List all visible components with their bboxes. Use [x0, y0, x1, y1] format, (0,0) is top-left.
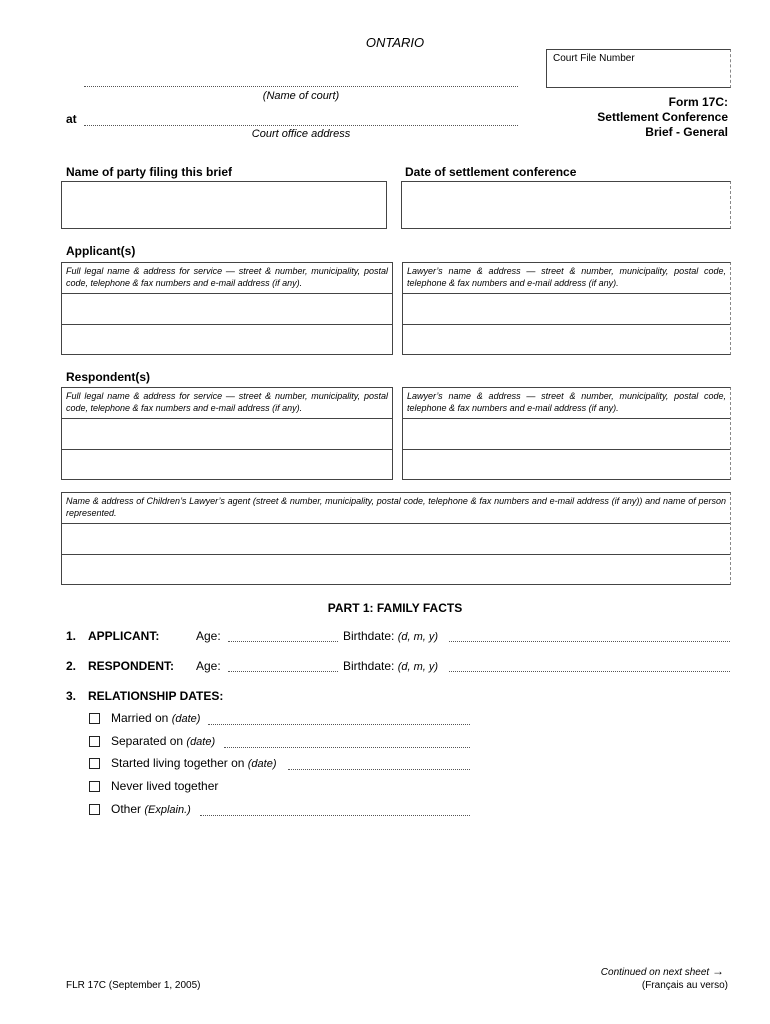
court-office-address-field[interactable]	[84, 125, 518, 126]
respondent-party-box[interactable]	[61, 387, 393, 480]
birthdate-hint: (d, m, y)	[397, 661, 439, 673]
name-of-court-caption: (Name of court)	[262, 90, 340, 102]
birthdate-text: Birthdate:	[343, 629, 395, 643]
other-checkbox[interactable]	[89, 804, 100, 815]
continued-text: Continued on next sheet	[600, 967, 710, 978]
married-label	[111, 711, 200, 725]
separated-date-field[interactable]	[224, 747, 470, 748]
applicant-label: APPLICANT:	[88, 629, 160, 643]
cohabitation-label	[111, 756, 277, 770]
applicants-heading: Applicant(s)	[66, 244, 136, 258]
relationship-number: 3.	[66, 689, 77, 703]
respondents-heading: Respondent(s)	[66, 370, 150, 384]
option-hint: (date)	[171, 713, 201, 725]
married-checkbox[interactable]	[89, 713, 100, 724]
option-hint: (date)	[186, 736, 216, 748]
respondent-birthdate-field[interactable]	[449, 671, 730, 672]
option-text: Separated on	[111, 734, 184, 748]
respondent-birthdate-label	[343, 659, 438, 673]
applicant-party-hint: Full legal name & address for service — street & number, municipality, postal code, telephone & fax numbers and e-mail address (if any).	[66, 266, 388, 288]
respondent-age-field[interactable]	[228, 671, 338, 672]
conference-date-field[interactable]	[401, 181, 731, 229]
separated-checkbox[interactable]	[89, 736, 100, 747]
court-office-address-caption: Court office address	[251, 128, 351, 140]
cohabitation-checkbox[interactable]	[89, 758, 100, 769]
right-arrow-icon: →	[712, 964, 724, 978]
respondent-party-hint: Full legal name & address for service — street & number, municipality, postal code, telephone & fax numbers and e-mail address (if any).	[66, 391, 388, 413]
form-title	[597, 95, 728, 140]
form-title-line1: Form 17C:	[668, 95, 728, 109]
separated-label	[111, 734, 215, 748]
divider	[62, 324, 392, 325]
applicant-number: 1.	[66, 629, 77, 643]
form-title-line3: Brief - General	[645, 125, 728, 139]
divider	[62, 449, 392, 450]
relationship-label: RELATIONSHIP DATES:	[88, 689, 224, 703]
at-label: at	[66, 112, 77, 126]
applicant-age-label: Age:	[196, 629, 221, 643]
respondent-label: RESPONDENT:	[88, 659, 175, 673]
option-text: Never lived together	[111, 779, 219, 793]
birthdate-text: Birthdate:	[343, 659, 395, 673]
court-file-number-field[interactable]	[546, 49, 731, 88]
continued-note	[601, 964, 724, 978]
applicant-lawyer-box[interactable]	[402, 262, 731, 355]
divider	[403, 449, 730, 450]
party-filing-field[interactable]	[61, 181, 387, 229]
part1-title: PART 1: FAMILY FACTS	[327, 601, 463, 615]
form-id: FLR 17C (September 1, 2005)	[66, 980, 201, 991]
name-of-court-field[interactable]	[84, 86, 518, 87]
divider	[62, 523, 730, 524]
french-version-note: (Français au verso)	[641, 980, 728, 991]
option-text: Married on	[111, 711, 169, 725]
never-lived-together-checkbox[interactable]	[89, 781, 100, 792]
applicant-age-field[interactable]	[228, 641, 338, 642]
never-lived-together-label	[111, 779, 218, 793]
divider	[403, 293, 730, 294]
respondent-lawyer-box[interactable]	[402, 387, 731, 480]
option-text: Other	[111, 802, 142, 816]
divider	[403, 324, 730, 325]
divider	[62, 554, 730, 555]
applicant-lawyer-hint: Lawyer’s name & address — street & number, municipality, postal code, telephone & fax numbers and e-mail address (if any).	[407, 266, 726, 288]
applicant-party-box[interactable]	[61, 262, 393, 355]
party-filing-label: Name of party filing this brief	[66, 165, 233, 179]
court-file-number-label: Court File Number	[553, 53, 635, 64]
other-label	[111, 802, 191, 816]
jurisdiction-title: ONTARIO	[365, 35, 425, 50]
applicant-birthdate-label	[343, 629, 438, 643]
option-hint: (Explain.)	[144, 804, 191, 816]
option-text: Started living together on	[111, 756, 245, 770]
divider	[62, 293, 392, 294]
option-hint: (date)	[247, 758, 277, 770]
cohabitation-date-field[interactable]	[288, 769, 470, 770]
respondent-lawyer-hint: Lawyer’s name & address — street & number, municipality, postal code, telephone & fax numbers and e-mail address (if any).	[407, 391, 726, 413]
childrens-lawyer-box[interactable]	[61, 492, 731, 585]
divider	[403, 418, 730, 419]
form-title-line2: Settlement Conference	[597, 110, 728, 124]
respondent-number: 2.	[66, 659, 77, 673]
conference-date-label: Date of settlement conference	[405, 165, 577, 179]
childrens-lawyer-hint: Name & address of Children’s Lawyer’s agent (street & number, municipality, postal code, telephone & fax numbers and e-mail address (if any)) and name of person represented.	[66, 496, 726, 518]
birthdate-hint: (d, m, y)	[397, 631, 439, 643]
married-date-field[interactable]	[208, 724, 470, 725]
respondent-age-label: Age:	[196, 659, 221, 673]
divider	[62, 418, 392, 419]
other-explain-field[interactable]	[200, 815, 470, 816]
applicant-birthdate-field[interactable]	[449, 641, 730, 642]
